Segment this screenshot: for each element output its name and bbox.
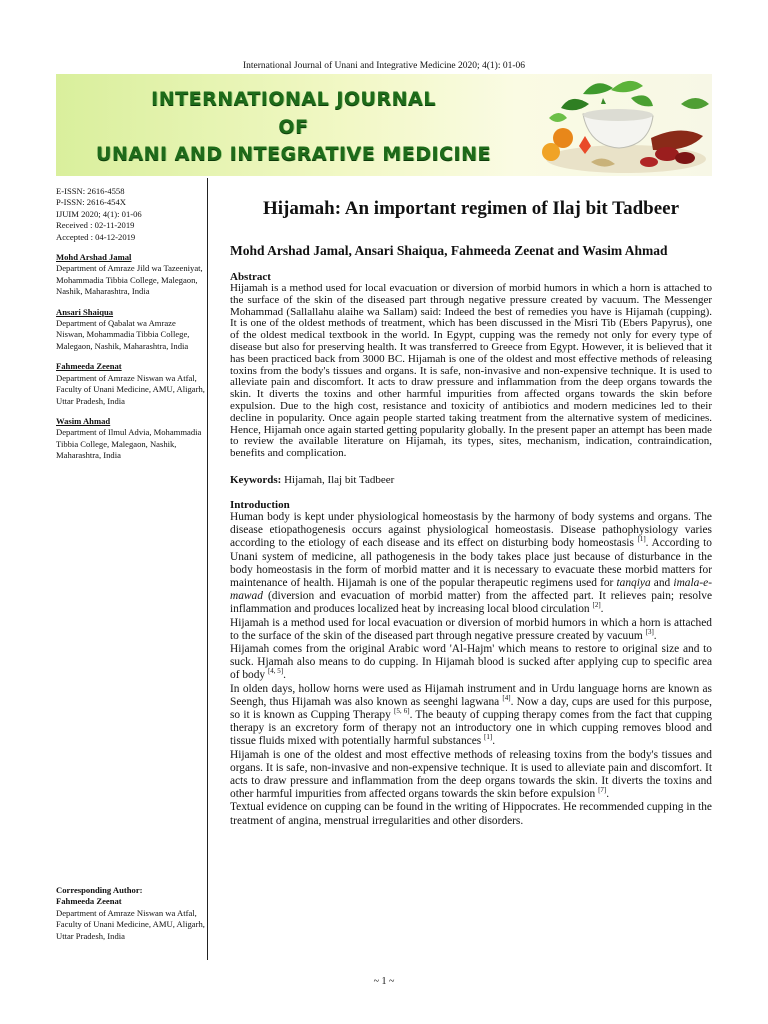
article-main — [230, 198, 712, 828]
corresponding-author — [56, 885, 206, 942]
citation: [3] — [645, 627, 654, 636]
intro-paragraph: Textual evidence on cupping can be found in the writing of Hippocrates. He recommended cupping in the treatment of angina, menstrual irregularities and other disorders. — [230, 801, 712, 827]
author-name: Ansari Shaiqua — [56, 306, 114, 317]
author-affiliation: Department of Amraze Jild wa Tazeeniyat, Mohammadia Tibbia College, Malegaon, Nashik, Maharashtra, India — [56, 263, 203, 297]
citation: [2] — [592, 601, 601, 610]
eissn: E-ISSN: 2616-4558 — [56, 186, 125, 196]
author-name: Wasim Ahmad — [56, 415, 111, 426]
citation: [1] — [637, 535, 646, 544]
author-block — [56, 252, 206, 298]
citation: [1] — [484, 733, 493, 742]
citation: [7] — [598, 786, 607, 795]
banner-title-line2: OF — [278, 116, 309, 138]
citation: [5, 6] — [394, 707, 410, 716]
abstract-heading: Abstract — [230, 271, 271, 283]
article-title: Hijamah: An important regimen of Ilaj bit Tadbeer — [262, 198, 680, 219]
column-divider — [207, 178, 208, 960]
corresponding-label: Corresponding Author: — [56, 885, 143, 895]
author-name: Fahmeeda Zeenat — [56, 361, 122, 372]
keywords-value: Hijamah, Ilaj bit Tadbeer — [284, 473, 395, 486]
article-sidebar — [56, 186, 206, 462]
banner-title-line3: UNANI AND INTEGRATIVE MEDICINE — [96, 143, 491, 165]
citation: [4, 5] — [267, 667, 284, 676]
abstract-text: Hijamah is a method used for local evacuation or diversion of morbid humors in which a horn is attached to the surface of the skin of the diseased part through negative pressure created by vacuum. The Messenger Mohammad (Sallallahu alaihe wa Sallam) said: Indeed the best of remedies you have is Hijamah (cupping). It is one of the oldest methods of treatment, which has been discussed in the Misri Tib (Ebers Papyrus), one of the oldest medical textbook in the world. In Egypt, cupping was the remedy not only for every type of disease but also for preserving health. It was transferred to Greece from Egypt. However, it is believed that it has been practiced back from 3000 BC. Hijamah is one of the oldest and most effective methods of releasing toxins from the body's tissues and organs. It is safe, non-invasive and non-expensive technique. It is used to alleviate pain and discomfort. It acts to draw pressure and inflammation from the deep organs towards the skin. It diverts the toxins and other harmful impurities from affected organs towards the skin before expulsion. Due to the high cost, resistance and toxicity of antibiotics and modern medicines led to their decline in popularity. Once again people started taking treatment from the alternative system of medicines. Hence, Hijamah once again started getting popularity globally. In the present paper an attempt has been made to review the available literature on Hijamah, its types, sites, mechanism, indication, contraindication, benefits and complication. — [230, 282, 712, 460]
intro-paragraph: Hijamah is a method used for local evacuation or diversion of morbid humors in which a horn is attached to the surface of the skin of the diseased part through negative pressure created by vacuum [3]. — [230, 616, 712, 642]
introduction-heading: Introduction — [230, 498, 290, 511]
intro-paragraph: Hijamah comes from the original Arabic word 'Al-Hajm' which means to restore to original size and to suck. Hjamah also means to do cupping. In Hijamah blood is sucked after applying cup to specific area of body [4, 5]. — [230, 642, 712, 682]
corresponding-name: Fahmeeda Zeenat — [56, 896, 122, 907]
intro-paragraph: In olden days, hollow horns were used as Hijamah instrument and in Urdu language horns are known as Seengh, thus Hijamah was also known as seenghi lagwana [4]. Now a day, cups are used for this purpose, so it is known as Cupping Therapy [5, 6]. The beauty of cupping therapy comes from the fact that cupping therapy is an excretory form of therapy not an introductory one in which cupping removes blood and tissue fluids mixed with potentially harmful substances [1]. — [230, 682, 712, 748]
issue-info: IJUIM 2020; 4(1): 01-06 — [56, 208, 142, 219]
running-head: International Journal of Unani and Integrative Medicine 2020; 4(1): 01-06 — [242, 61, 525, 71]
intro-paragraph: Human body is kept under physiological homeostasis by the harmony of body systems and organs. The disease etiopathogenesis occurs against physiological homeostasis. Disease pathophysiology varies according to the etiology of each disease and its effect on disturbing body homeostasis [1]. According to Unani system of medicine, all pathogenesis in the body takes place just because of disturbance in the body homeostasis in the form of morbid matter and it is necessary to evacuate these morbid matters for maintenance of health. Hijamah is one of the popular therapeutic regimens used for tanqiya and imala-e-mawad (diversion and evacuation of morbid matter) from the affected part. It relieves pain; resolve inflammation and produces localized heat by increasing local blood circulation [2]. — [230, 510, 712, 616]
author-affiliation: Department of Ilmul Advia, Mohammadia Tibbia College, Malegaon, Nashik, Maharashtra, India — [56, 427, 202, 461]
banner-title-line1: INTERNATIONAL JOURNAL — [151, 88, 436, 110]
author-block — [56, 361, 206, 407]
accepted-date: Accepted : 04-12-2019 — [56, 231, 136, 242]
author-name: Mohd Arshad Jamal — [56, 252, 132, 263]
corresponding-affiliation: Department of Amraze Niswan wa Atfal, Faculty of Unani Medicine, AMU, Aligarh, Uttar Pradesh, India — [56, 907, 205, 941]
journal-banner — [56, 74, 712, 176]
pissn: P-ISSN: 2616-454X — [56, 197, 126, 208]
herbs-illustration — [531, 74, 712, 176]
page-number: ~ 1 ~ — [373, 976, 395, 987]
keywords — [230, 474, 712, 486]
intro-paragraph: Hijamah is one of the oldest and most effective methods of releasing toxins from the body's tissues and organs. It is safe, non-invasive and non-expensive technique. It is used to alleviate pain and discomfort. It acts to draw pressure and inflammation from the deep organs towards the skin. It diverts the toxins and other harmful impurities from affected organs towards the skin before expulsion [7]. — [230, 748, 712, 801]
article-authors: Mohd Arshad Jamal, Ansari Shaiqua, Fahmeeda Zeenat and Wasim Ahmad — [230, 243, 668, 258]
keywords-label: Keywords: — [230, 473, 282, 486]
received-date: Received : 02-11-2019 — [56, 220, 135, 231]
author-affiliation: Department of Qabalat wa Amraze Niswan, Mohammadia Tibbia College, Malegaon, Nashik, Maharashtra, India — [56, 318, 190, 351]
author-block — [56, 416, 206, 462]
author-affiliation: Department of Amraze Niswan wa Atfal, Faculty of Unani Medicine, AMU, Aligarh, Uttar Pradesh, India — [56, 372, 205, 406]
citation: [4] — [502, 694, 511, 702]
author-block — [56, 307, 206, 353]
